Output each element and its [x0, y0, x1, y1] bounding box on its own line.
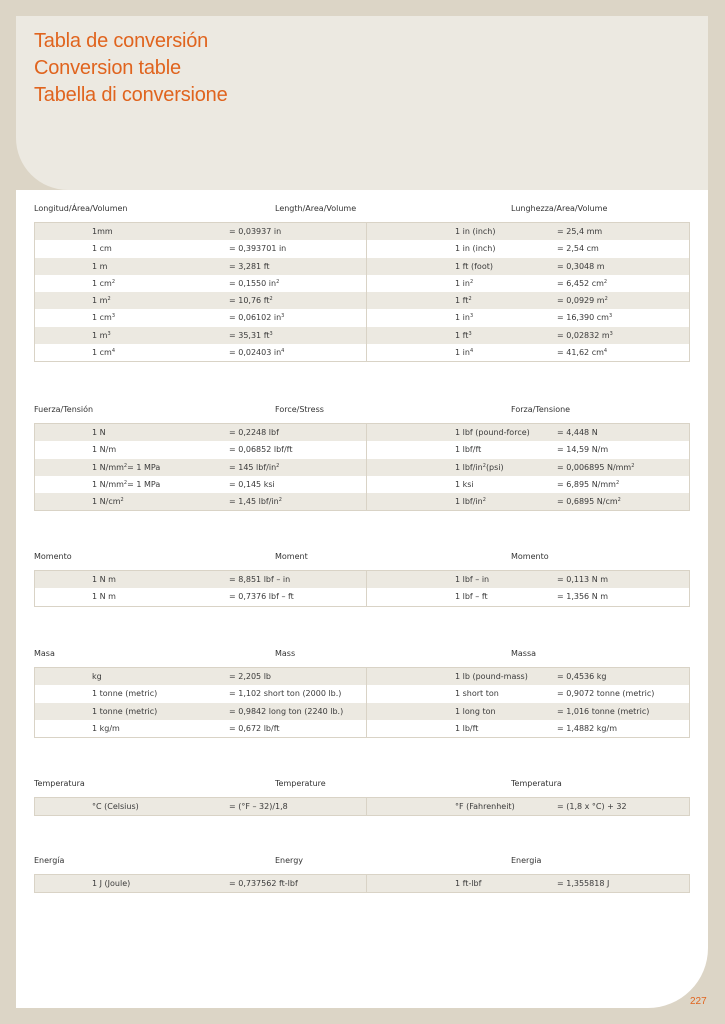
imperial-unit: 1 in (inch) — [455, 227, 496, 236]
column-divider — [366, 875, 367, 892]
imperial-equivalent: = 8,851 lbf – in — [229, 575, 291, 584]
metric-unit: 1 $m^2$ — [92, 296, 111, 306]
column-divider — [366, 327, 367, 344]
imperial-equivalent: = 0,7376 lbf – ft — [229, 592, 294, 602]
table-row — [34, 275, 690, 292]
conversion-table — [34, 667, 690, 738]
heading-english: Force/Stress — [275, 405, 324, 414]
imperial-equivalent: = 1,102 short ton (2000 lb.) — [229, 689, 342, 699]
column-divider — [366, 223, 367, 240]
column-divider — [366, 720, 367, 737]
imperial-equivalent: = 0,03937 in — [229, 227, 282, 236]
imperial-unit: 1 $in^3$ — [455, 313, 474, 323]
imperial-equivalent: = 2,205 lb — [229, 672, 271, 681]
imperial-equivalent: = 0,02403 $in^4$ — [229, 348, 285, 358]
section-heading — [34, 779, 690, 791]
table-row — [34, 571, 690, 588]
metric-equivalent: = 14,59 N/m — [557, 445, 609, 455]
column-divider — [366, 459, 367, 476]
metric-equivalent: = 0,02832 $m^3$ — [557, 330, 613, 340]
heading-english: Length/Area/Volume — [275, 204, 357, 213]
section-length — [34, 204, 690, 358]
table-row — [34, 875, 690, 892]
table-row — [34, 703, 690, 720]
metric-equivalent: = 1,016 tonne (metric) — [557, 706, 650, 716]
metric-unit: 1 $cm^4$ — [92, 348, 116, 358]
metric-equivalent: = 0,0929 $m^2$ — [557, 296, 608, 306]
section-heading — [34, 649, 690, 661]
metric-unit: 1 $cm^3$ — [92, 313, 116, 323]
heading-italian: Forza/Tensione — [511, 405, 571, 414]
metric-unit: 1 $N/cm^2$ — [92, 497, 124, 507]
metric-equivalent: = 1,355818 J — [557, 879, 610, 888]
imperial-unit: 1 lbf – ft — [455, 592, 488, 602]
metric-unit: 1 tonne (metric) — [92, 706, 158, 716]
metric-unit: 1 $N/mm^2= 1$ MPa — [92, 479, 161, 489]
page-number: 227 — [690, 996, 707, 1007]
metric-unit: 1 cm — [92, 244, 112, 254]
column-divider — [366, 292, 367, 309]
table-row — [34, 798, 690, 815]
table-row — [34, 292, 690, 309]
metric-unit: 1 N/m — [92, 445, 117, 455]
table-row — [34, 258, 690, 275]
metric-equivalent: = 4,448 N — [557, 428, 598, 437]
section-heading — [34, 405, 690, 417]
metric-unit: 1 $cm^2$ — [92, 278, 116, 288]
heading-spanish: Energía — [34, 856, 65, 865]
imperial-equivalent: = 0,145 ksi — [229, 479, 275, 489]
metric-unit: 1 J (Joule) — [92, 879, 131, 888]
imperial-unit: 1 lbf/$in^2(psi)$ — [455, 462, 504, 472]
section-moment — [34, 552, 690, 602]
metric-equivalent: = 41,62 $cm^4$ — [557, 348, 608, 358]
imperial-equivalent: = 0,1550 $in^2$ — [229, 278, 280, 288]
metric-equivalent: = 1,4882 kg/m — [557, 723, 617, 733]
metric-unit: kg — [92, 672, 102, 681]
column-divider — [366, 668, 367, 685]
metric-equivalent: = 25,4 mm — [557, 227, 603, 236]
column-divider — [366, 571, 367, 588]
column-divider — [366, 424, 367, 441]
metric-equivalent: = 2,54 cm — [557, 244, 599, 254]
title-english: Conversion table — [34, 57, 181, 79]
conversion-table — [34, 570, 690, 607]
metric-unit: 1 tonne (metric) — [92, 689, 158, 699]
imperial-unit: 1 ft (foot) — [455, 261, 493, 271]
metric-unit: °C (Celsius) — [92, 802, 139, 811]
column-divider — [366, 441, 367, 458]
section-force — [34, 405, 690, 507]
heading-spanish: Momento — [34, 552, 72, 561]
heading-italian: Momento — [511, 552, 549, 561]
imperial-equivalent: = 35,31 $ft^3$ — [229, 330, 273, 340]
section-temperature — [34, 779, 690, 811]
imperial-unit: 1 long ton — [455, 706, 496, 716]
column-divider — [366, 685, 367, 702]
table-row — [34, 424, 690, 441]
column-divider — [366, 240, 367, 257]
column-divider — [366, 703, 367, 720]
imperial-equivalent: = 0,06102 $in^3$ — [229, 313, 285, 323]
imperial-unit: 1 lbf – in — [455, 575, 490, 584]
imperial-equivalent: = 145 lbf/$in^2$ — [229, 462, 280, 472]
imperial-unit: 1 lbf/ft — [455, 445, 482, 455]
column-divider — [366, 798, 367, 815]
heading-italian: Temperatura — [511, 779, 562, 788]
imperial-equivalent: = 0,06852 lbf/ft — [229, 445, 293, 455]
page-header — [16, 16, 708, 190]
column-divider — [366, 476, 367, 493]
conversion-table — [34, 222, 690, 362]
heading-english: Energy — [275, 856, 304, 865]
conversion-table — [34, 797, 690, 816]
metric-equivalent: = 0,113 N m — [557, 575, 609, 584]
section-heading — [34, 856, 690, 868]
metric-equivalent: = 0,3048 m — [557, 261, 605, 271]
imperial-equivalent: = 0,2248 lbf — [229, 428, 279, 437]
section-mass — [34, 649, 690, 733]
imperial-unit: 1 $ft^2$ — [455, 296, 472, 306]
section-heading — [34, 552, 690, 564]
table-row — [34, 309, 690, 326]
table-row — [34, 588, 690, 605]
table-row — [34, 459, 690, 476]
imperial-unit: 1 lbf (pound-force) — [455, 428, 530, 437]
imperial-unit: 1 $ft^3$ — [455, 330, 472, 340]
metric-equivalent: = 0,006895 $N/mm^2$ — [557, 462, 635, 472]
column-divider — [366, 258, 367, 275]
imperial-unit: 1 lb/ft — [455, 723, 479, 733]
imperial-equivalent: = 10,76 $ft^2$ — [229, 296, 273, 306]
metric-unit: 1 N m — [92, 575, 116, 584]
imperial-equivalent: = 3,281 ft — [229, 261, 270, 271]
imperial-equivalent: = 0,393701 in — [229, 244, 287, 254]
table-row — [34, 476, 690, 493]
column-divider — [366, 493, 367, 510]
heading-italian: Lunghezza/Area/Volume — [511, 204, 608, 213]
column-divider — [366, 344, 367, 361]
metric-equivalent: = 1,356 N m — [557, 592, 609, 602]
heading-spanish: Temperatura — [34, 779, 85, 788]
table-row — [34, 720, 690, 737]
metric-unit: 1 N — [92, 428, 106, 437]
table-row — [34, 223, 690, 240]
imperial-unit: 1 ft-lbf — [455, 879, 482, 888]
metric-unit: 1 $m^3$ — [92, 330, 111, 340]
imperial-equivalent: = 1,45 lbf/$in^2$ — [229, 497, 282, 507]
column-divider — [366, 275, 367, 292]
imperial-equivalent: = 0,737562 ft-lbf — [229, 879, 298, 888]
imperial-unit: 1 lb (pound-mass) — [455, 672, 528, 681]
column-divider — [366, 309, 367, 326]
imperial-unit: 1 $in^2$ — [455, 278, 474, 288]
imperial-equivalent: = 0,9842 long ton (2240 lb.) — [229, 706, 344, 716]
metric-unit: 1 $N/mm^2= 1$ MPa — [92, 462, 161, 472]
metric-equivalent: = 6,452 $cm^2$ — [557, 278, 608, 288]
heading-spanish: Masa — [34, 649, 55, 658]
metric-equivalent: = 0,6895 $N/cm^2$ — [557, 497, 621, 507]
imperial-unit: 1 ksi — [455, 479, 474, 489]
heading-english: Moment — [275, 552, 308, 561]
heading-english: Mass — [275, 649, 296, 658]
imperial-equivalent: = (°F – 32)/1,8 — [229, 802, 288, 811]
metric-equivalent: = 16,390 $cm^3$ — [557, 313, 613, 323]
metric-unit: 1mm — [92, 227, 113, 236]
table-row — [34, 441, 690, 458]
table-row — [34, 493, 690, 510]
heading-spanish: Fuerza/Tensión — [34, 405, 94, 414]
title-italian: Tabella di conversione — [34, 84, 228, 106]
section-energy — [34, 856, 690, 888]
metric-equivalent: = (1,8 x °C) + 32 — [557, 802, 627, 811]
table-row — [34, 668, 690, 685]
heading-spanish: Longitud/Área/Volumen — [34, 204, 128, 213]
metric-unit: 1 N m — [92, 592, 116, 602]
imperial-unit: 1 $in^4$ — [455, 348, 474, 358]
section-heading — [34, 204, 690, 216]
column-divider — [366, 588, 367, 605]
metric-equivalent: = 6,895 $N/mm^2$ — [557, 479, 620, 489]
table-row — [34, 344, 690, 361]
conversion-table — [34, 423, 690, 511]
metric-equivalent: = 0,9072 tonne (metric) — [557, 689, 655, 699]
table-row — [34, 327, 690, 344]
imperial-unit: 1 lbf/$in^2$ — [455, 497, 486, 507]
metric-unit: 1 kg/m — [92, 723, 120, 733]
heading-english: Temperature — [275, 779, 326, 788]
imperial-unit: 1 short ton — [455, 689, 499, 699]
imperial-unit: °F (Fahrenheit) — [455, 802, 515, 811]
imperial-unit: 1 in (inch) — [455, 244, 496, 254]
metric-unit: 1 m — [92, 261, 108, 271]
table-row — [34, 240, 690, 257]
page-title — [34, 28, 228, 109]
metric-equivalent: = 0,4536 kg — [557, 672, 607, 681]
table-row — [34, 685, 690, 702]
heading-italian: Massa — [511, 649, 537, 658]
imperial-equivalent: = 0,672 lb/ft — [229, 723, 280, 733]
heading-italian: Energia — [511, 856, 542, 865]
title-spanish: Tabla de conversión — [34, 30, 209, 52]
conversion-table — [34, 874, 690, 893]
